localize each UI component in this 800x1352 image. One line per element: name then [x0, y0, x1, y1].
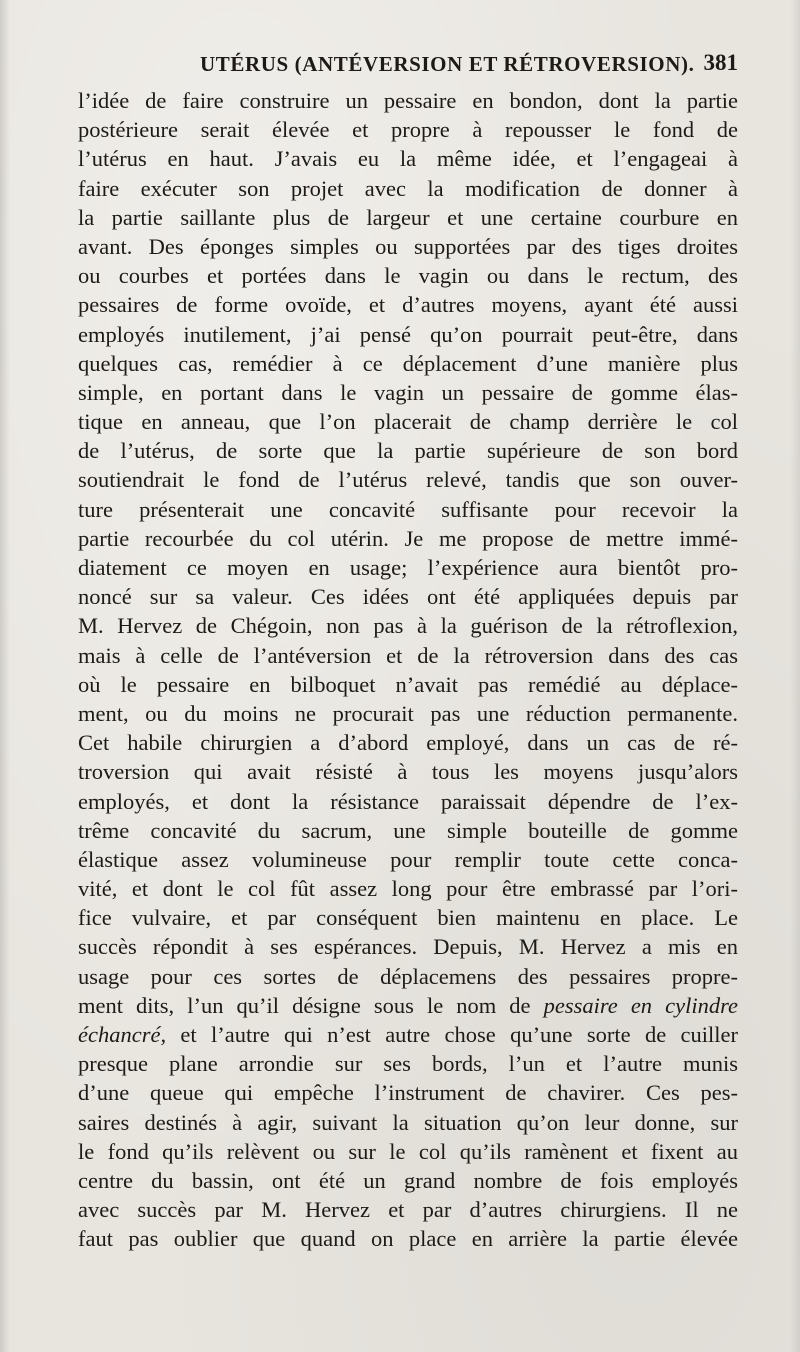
text-line: ment, ou du moins ne procurait pas une réduction permanente. [78, 700, 738, 726]
text-line: ou courbes et portées dans le vagin ou dans le rectum, des [78, 263, 738, 289]
text-line: de l’utérus, de sorte que la partie supérieure de son bord [78, 438, 738, 464]
text-line: noncé sur sa valeur. Ces idées ont été appliquées depuis par [78, 584, 738, 610]
text-line: troversion qui avait résisté à tous les moyens jusqu’alors [78, 759, 738, 785]
text-line: diatement ce moyen en usage; l’expérience aura bientôt pro- [78, 555, 738, 580]
text-line: usage pour ces sortes de déplacemens des pessaires propre- [78, 963, 738, 989]
text-line: l’utérus en haut. J’avais eu la même idée, et l’engageai à [78, 146, 738, 172]
body-text [78, 86, 738, 1254]
text-line: fice vulvaire, et par conséquent bien maintenu en place. Le [78, 905, 738, 931]
italic-term: échancré, [78, 1022, 167, 1047]
page-edge-shadow-left [0, 0, 10, 1352]
text-line: faire exécuter son projet avec la modification de donner à [78, 175, 738, 201]
text-line: ture présenterait une concavité suffisante pour recevoir la [78, 496, 738, 522]
text-line: avec succès par M. Hervez et par d’autres chirurgiens. Il ne [78, 1197, 738, 1223]
text-line: postérieure serait élevée et propre à repousser le fond de [78, 117, 738, 143]
text-line: Cet habile chirurgien a d’abord employé, dans un cas de ré- [78, 730, 738, 756]
text-line: presque plane arrondie sur ses bords, l’un et l’autre munis [78, 1051, 738, 1077]
text-line: quelques cas, remédier à ce déplacement d’une manière plus [78, 350, 738, 376]
text-line: le fond qu’ils relèvent ou sur le col qu’ils ramènent et fixent au [78, 1138, 738, 1164]
text-segment: et l’autre qui n’est autre chose qu’une sorte de cuiller [166, 1022, 738, 1047]
italic-term: pessaire en cylindre [543, 992, 738, 1018]
text-line: centre du bassin, ont été un grand nombre de fois employés [78, 1167, 738, 1193]
text-segment: ment dits, l’un qu’il désigne sous le nom de [78, 992, 531, 1018]
text-line: succès répondit à ses espérances. Depuis, M. Hervez a mis en [78, 934, 738, 960]
page-number: 381 [703, 50, 738, 75]
text-line: avant. Des éponges simples ou supportées par des tiges droites [78, 233, 738, 259]
text-line: M. Hervez de Chégoin, non pas à la guérison de la rétroflexion, [78, 613, 738, 639]
text-line: employés, et dont la résistance paraissait dépendre de l’ex- [78, 788, 738, 814]
text-line: mais à celle de l’antéversion et de la rétroversion dans des cas [78, 642, 738, 668]
text-line: pessaires de forme ovoïde, et d’autres moyens, ayant été aussi [78, 292, 738, 318]
text-line: simple, en portant dans le vagin un pessaire de gomme élas- [78, 379, 738, 405]
text-line-with-italic [78, 1020, 738, 1049]
text-line: d’une queue qui empêche l’instrument de chavirer. Ces pes- [78, 1080, 738, 1106]
running-head: UTÉRUS (ANTÉVERSION ET RÉTROVERSION). [200, 52, 695, 76]
page-header [78, 48, 738, 84]
text-line: faut pas oublier que quand on place en arrière la partie élevée [78, 1226, 738, 1252]
text-line: employés inutilement, j’ai pensé qu’on pourrait peut-être, dans [78, 321, 738, 347]
text-line: tique en anneau, que l’on placerait de champ derrière le col [78, 409, 738, 435]
text-line: trême concavité du sacrum, une simple bouteille de gomme [78, 817, 738, 843]
text-line: soutiendrait le fond de l’utérus relevé, tandis que son ouver- [78, 467, 738, 493]
text-line: l’idée de faire construire un pessaire en bondon, dont la partie [78, 88, 738, 113]
text-line: la partie saillante plus de largeur et une certaine courbure en [78, 204, 738, 230]
text-line: partie recourbée du col utérin. Je me propose de mettre immé- [78, 525, 738, 551]
page-edge-shadow-right [790, 0, 800, 1352]
text-line-with-italic [78, 991, 738, 1020]
text-line: élastique assez volumineuse pour remplir toute cette conca- [78, 846, 738, 872]
text-line: où le pessaire en bilboquet n’avait pas remédié au déplace- [78, 671, 738, 697]
text-line: vité, et dont le col fût assez long pour être embrassé par l’ori- [78, 876, 738, 902]
text-line: saires destinés à agir, suivant la situation qu’on leur donne, sur [78, 1109, 738, 1135]
